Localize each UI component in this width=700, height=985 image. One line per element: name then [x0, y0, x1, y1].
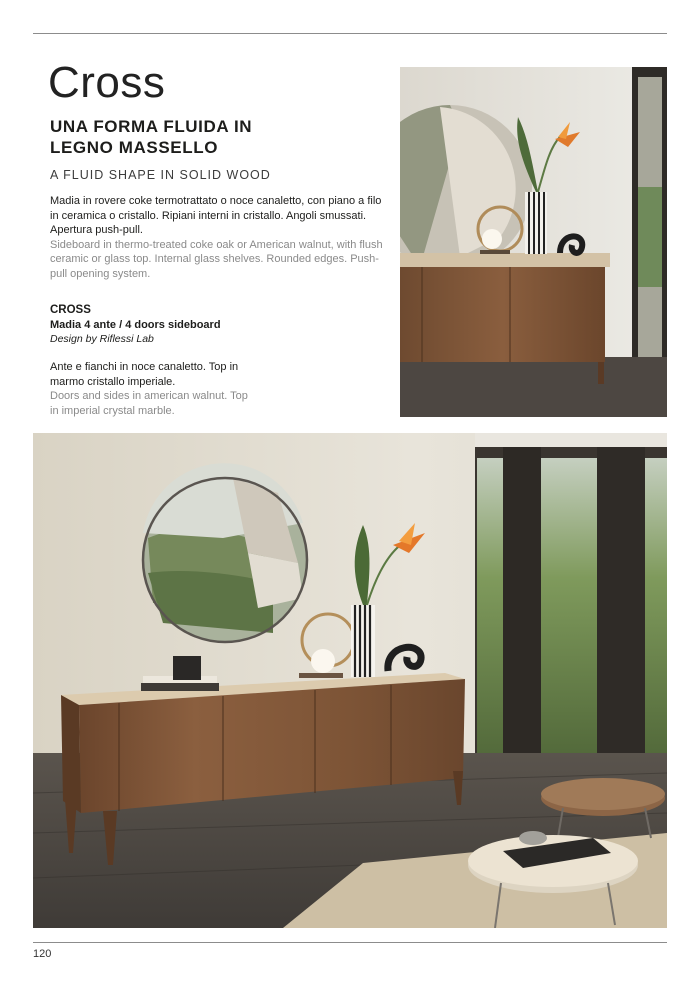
bottom-rule: [33, 942, 667, 943]
sideboard-detail-photo: [400, 67, 667, 417]
top-rule: [33, 33, 667, 34]
finish-italian: Ante e fianchi in noce canaletto. Top in marmo cristallo imperiale.: [50, 361, 239, 388]
description-italian: Madia in rovere coke termotrattato o noce canaletto, con piano a filo in ceramica o cristallo. Ripiani interni in cristallo. Angoli smussati. Apertura push-pull.: [50, 195, 382, 236]
headline: UNA FORMA FLUIDA IN LEGNO MASSELLO: [50, 117, 253, 157]
page-number: 120: [33, 948, 52, 960]
subheadline: A FLUID SHAPE IN SOLID WOOD: [50, 168, 271, 182]
description-english: Sideboard in thermo-treated coke oak or American walnut, with flush ceramic or glass top. Internal glass shelves. Rounded edges. Push-pull opening system.: [50, 238, 383, 280]
product-type: Madia 4 ante / 4 doors sideboard: [50, 319, 221, 331]
product-designer: Design by Riflessi Lab: [50, 333, 154, 345]
page-title: Cross: [48, 58, 166, 107]
text-column: [50, 58, 390, 418]
sideboard-room-photo: [33, 433, 667, 928]
product-info: [50, 303, 390, 418]
finish-english: Doors and sides in american walnut. Top in imperial crystal marble.: [50, 390, 248, 417]
product-name: CROSS: [50, 304, 91, 316]
